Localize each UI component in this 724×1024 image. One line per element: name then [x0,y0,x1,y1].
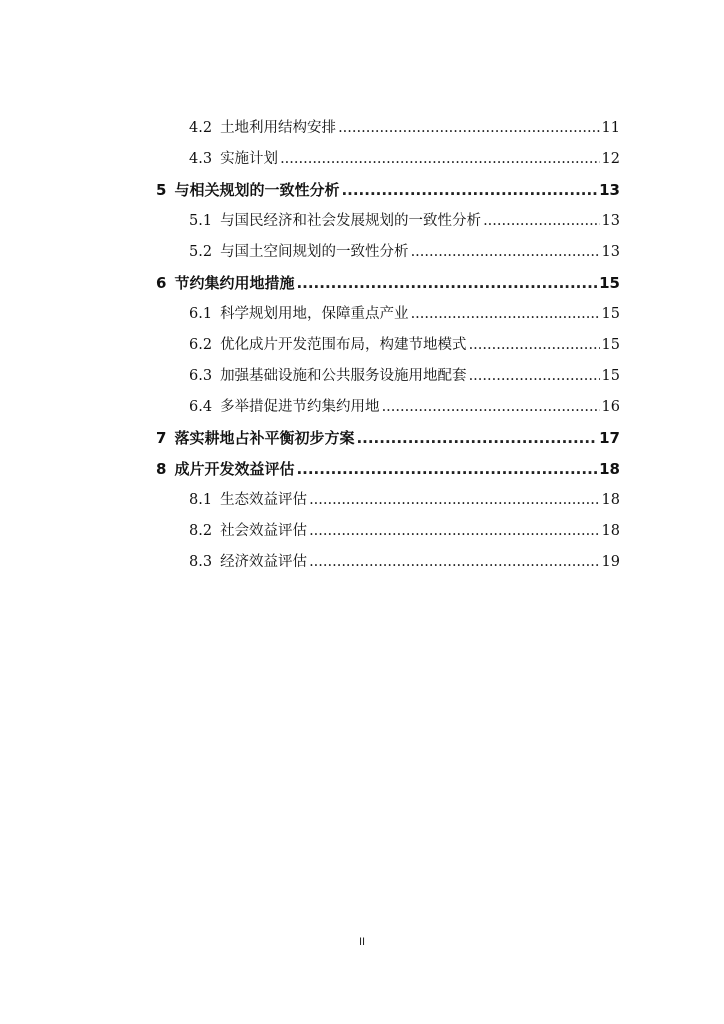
toc-entry-page: 18 [601,492,620,508]
toc-entry[interactable] [189,206,620,237]
toc-entry-page: 15 [599,274,620,292]
toc-entry[interactable] [189,299,620,330]
toc-entry-title: 实施计划 [220,151,279,167]
toc-chapter-entry[interactable] [156,268,620,299]
toc-dot-leader [280,144,599,175]
toc-entry-page: 11 [601,120,620,136]
toc-entry-title: 社会效益评估 [220,523,308,539]
toc-entry-number: 7 [156,429,167,447]
toc-entry[interactable] [189,113,620,144]
toc-dot-leader [309,547,599,578]
toc-entry-title: 经济效益评估 [220,554,308,570]
toc-entry-page: 19 [601,554,620,570]
toc-entry-title: 与国土空间规划的一致性分析 [220,244,409,260]
toc-entry-page: 15 [601,306,620,322]
toc-dot-leader [309,485,599,516]
toc-entry-title: 科学规划用地，保障重点产业 [220,306,409,322]
toc-entry-title: 生态效益评估 [220,492,308,508]
toc-entry-page: 13 [599,181,620,199]
toc-entry[interactable] [189,144,620,175]
toc-entry[interactable] [189,485,620,516]
toc-entry-title: 优化成片开发范围布局，构建节地模式 [220,337,467,353]
toc-dot-leader [338,113,599,144]
toc-dot-leader [296,268,597,299]
toc-entry-title: 成片开发效益评估 [174,460,295,478]
toc-dot-leader [483,206,599,237]
toc-entry-page: 13 [601,213,620,229]
toc-entry[interactable] [189,516,620,547]
toc-entry-title: 加强基础设施和公共服务设施用地配套 [220,368,467,384]
page-number: II [358,936,366,948]
toc-dot-leader [382,392,600,423]
toc-entry-number: 5 [156,181,167,199]
toc-entry-number: 6.1 [189,306,213,322]
toc-entry-number: 8.3 [189,554,213,570]
toc-entry-page: 15 [601,368,620,384]
toc-entry-page: 18 [601,523,620,539]
toc-dot-leader [469,330,600,361]
toc-entry-number: 6.3 [189,368,213,384]
toc-entry-page: 18 [599,460,620,478]
toc-entry[interactable] [189,547,620,578]
toc-entry-number: 4.3 [189,151,213,167]
toc-entry-number: 8.1 [189,492,213,508]
toc-dot-leader [296,454,597,485]
toc-chapter-entry[interactable] [156,423,620,454]
toc-entry[interactable] [189,330,620,361]
toc-entry-number: 5.2 [189,244,213,260]
toc-entry-number: 8.2 [189,523,213,539]
toc-dot-leader [341,175,597,206]
toc-dot-leader [411,299,600,330]
toc-entry[interactable] [189,237,620,268]
toc-dot-leader [411,237,600,268]
toc-entry-page: 13 [601,244,620,260]
toc-entry-number: 6.4 [189,399,213,415]
toc-entry[interactable] [189,361,620,392]
toc-entry-title: 多举措促进节约集约用地 [220,399,380,415]
toc-entry-number: 6 [156,274,167,292]
toc-chapter-entry[interactable] [156,454,620,485]
table-of-contents [0,113,724,578]
toc-entry-title: 与国民经济和社会发展规划的一致性分析 [220,213,482,229]
toc-entry-number: 8 [156,460,167,478]
toc-entry-number: 4.2 [189,120,213,136]
toc-entry-page: 16 [601,399,620,415]
toc-dot-leader [469,361,600,392]
toc-dot-leader [309,516,599,547]
toc-entry-page: 17 [599,429,620,447]
toc-entry[interactable] [189,392,620,423]
toc-entry-title: 节约集约用地措施 [174,274,295,292]
toc-chapter-entry[interactable] [156,175,620,206]
toc-entry-number: 6.2 [189,337,213,353]
toc-entry-number: 5.1 [189,213,213,229]
toc-entry-title: 落实耕地占补平衡初步方案 [174,429,355,447]
toc-dot-leader [356,423,597,454]
toc-entry-title: 与相关规划的一致性分析 [174,181,340,199]
toc-entry-page: 12 [601,151,620,167]
toc-entry-title: 土地利用结构安排 [220,120,337,136]
toc-entry-page: 15 [601,337,620,353]
